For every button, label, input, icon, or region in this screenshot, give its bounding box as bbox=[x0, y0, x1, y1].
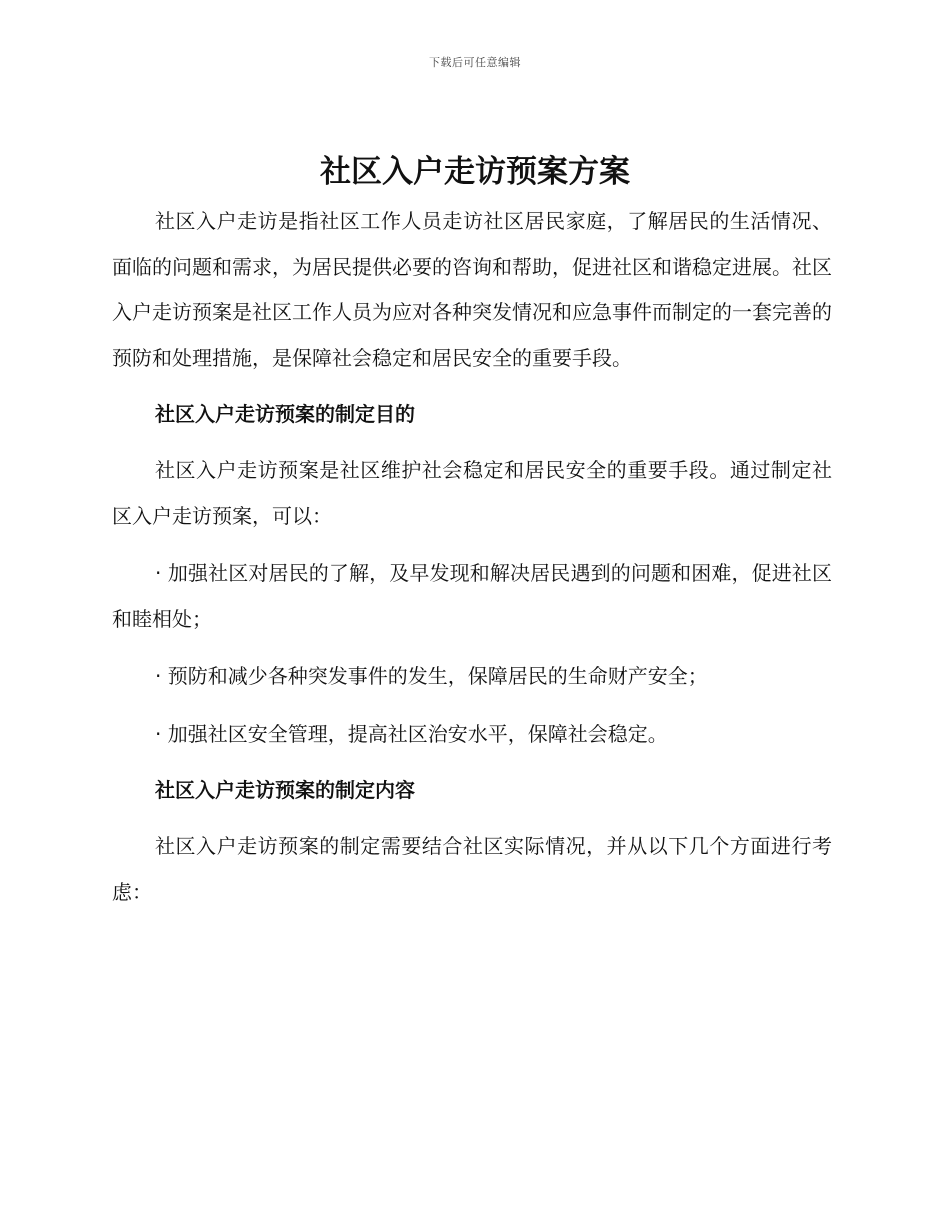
section-heading-purpose: 社区入户走访预案的制定目的 bbox=[155, 402, 415, 426]
document-title: 社区入户走访预案方案 bbox=[320, 154, 630, 190]
bullet-item: · 加强社区对居民的了解，及早发现和解决居民遇到的问题和困难，促进社区和睦相处； bbox=[112, 561, 832, 631]
spacer bbox=[112, 813, 832, 824]
spacer bbox=[112, 381, 832, 392]
spacer bbox=[112, 642, 832, 654]
section-heading-content: 社区入户走访预案的制定内容 bbox=[155, 778, 415, 802]
document-body bbox=[112, 199, 832, 915]
bullet-item: · 预防和减少各种突发事件的发生，保障居民的生命财产安全； bbox=[155, 664, 708, 688]
page-header: 下载后可任意编辑 bbox=[429, 56, 521, 69]
spacer bbox=[112, 700, 832, 712]
spacer bbox=[112, 437, 832, 448]
purpose-paragraph: 社区入户走访预案是社区维护社会稳定和居民安全的重要手段。通过制定社区入户走访预案，可以： bbox=[112, 458, 832, 528]
bullet-item: · 加强社区安全管理，提高社区治安水平，保障社会稳定。 bbox=[155, 721, 668, 746]
spacer bbox=[112, 539, 832, 551]
intro-paragraph: 社区入户走访是指社区工作人员走访社区居民家庭，了解居民的生活情况、面临的问题和需求，为居民提供必要的咨询和帮助，促进社区和谐稳定进展。社区入户走访预案是社区工作人员为应对各种突发情况和应急事件而制定的一套完善的预防和处理措施，是保障社会稳定和居民安全的重要手段。 bbox=[112, 209, 832, 370]
spacer bbox=[112, 757, 832, 768]
content-paragraph: 社区入户走访预案的制定需要结合社区实际情况，并从以下几个方面进行考虑： bbox=[112, 834, 832, 904]
